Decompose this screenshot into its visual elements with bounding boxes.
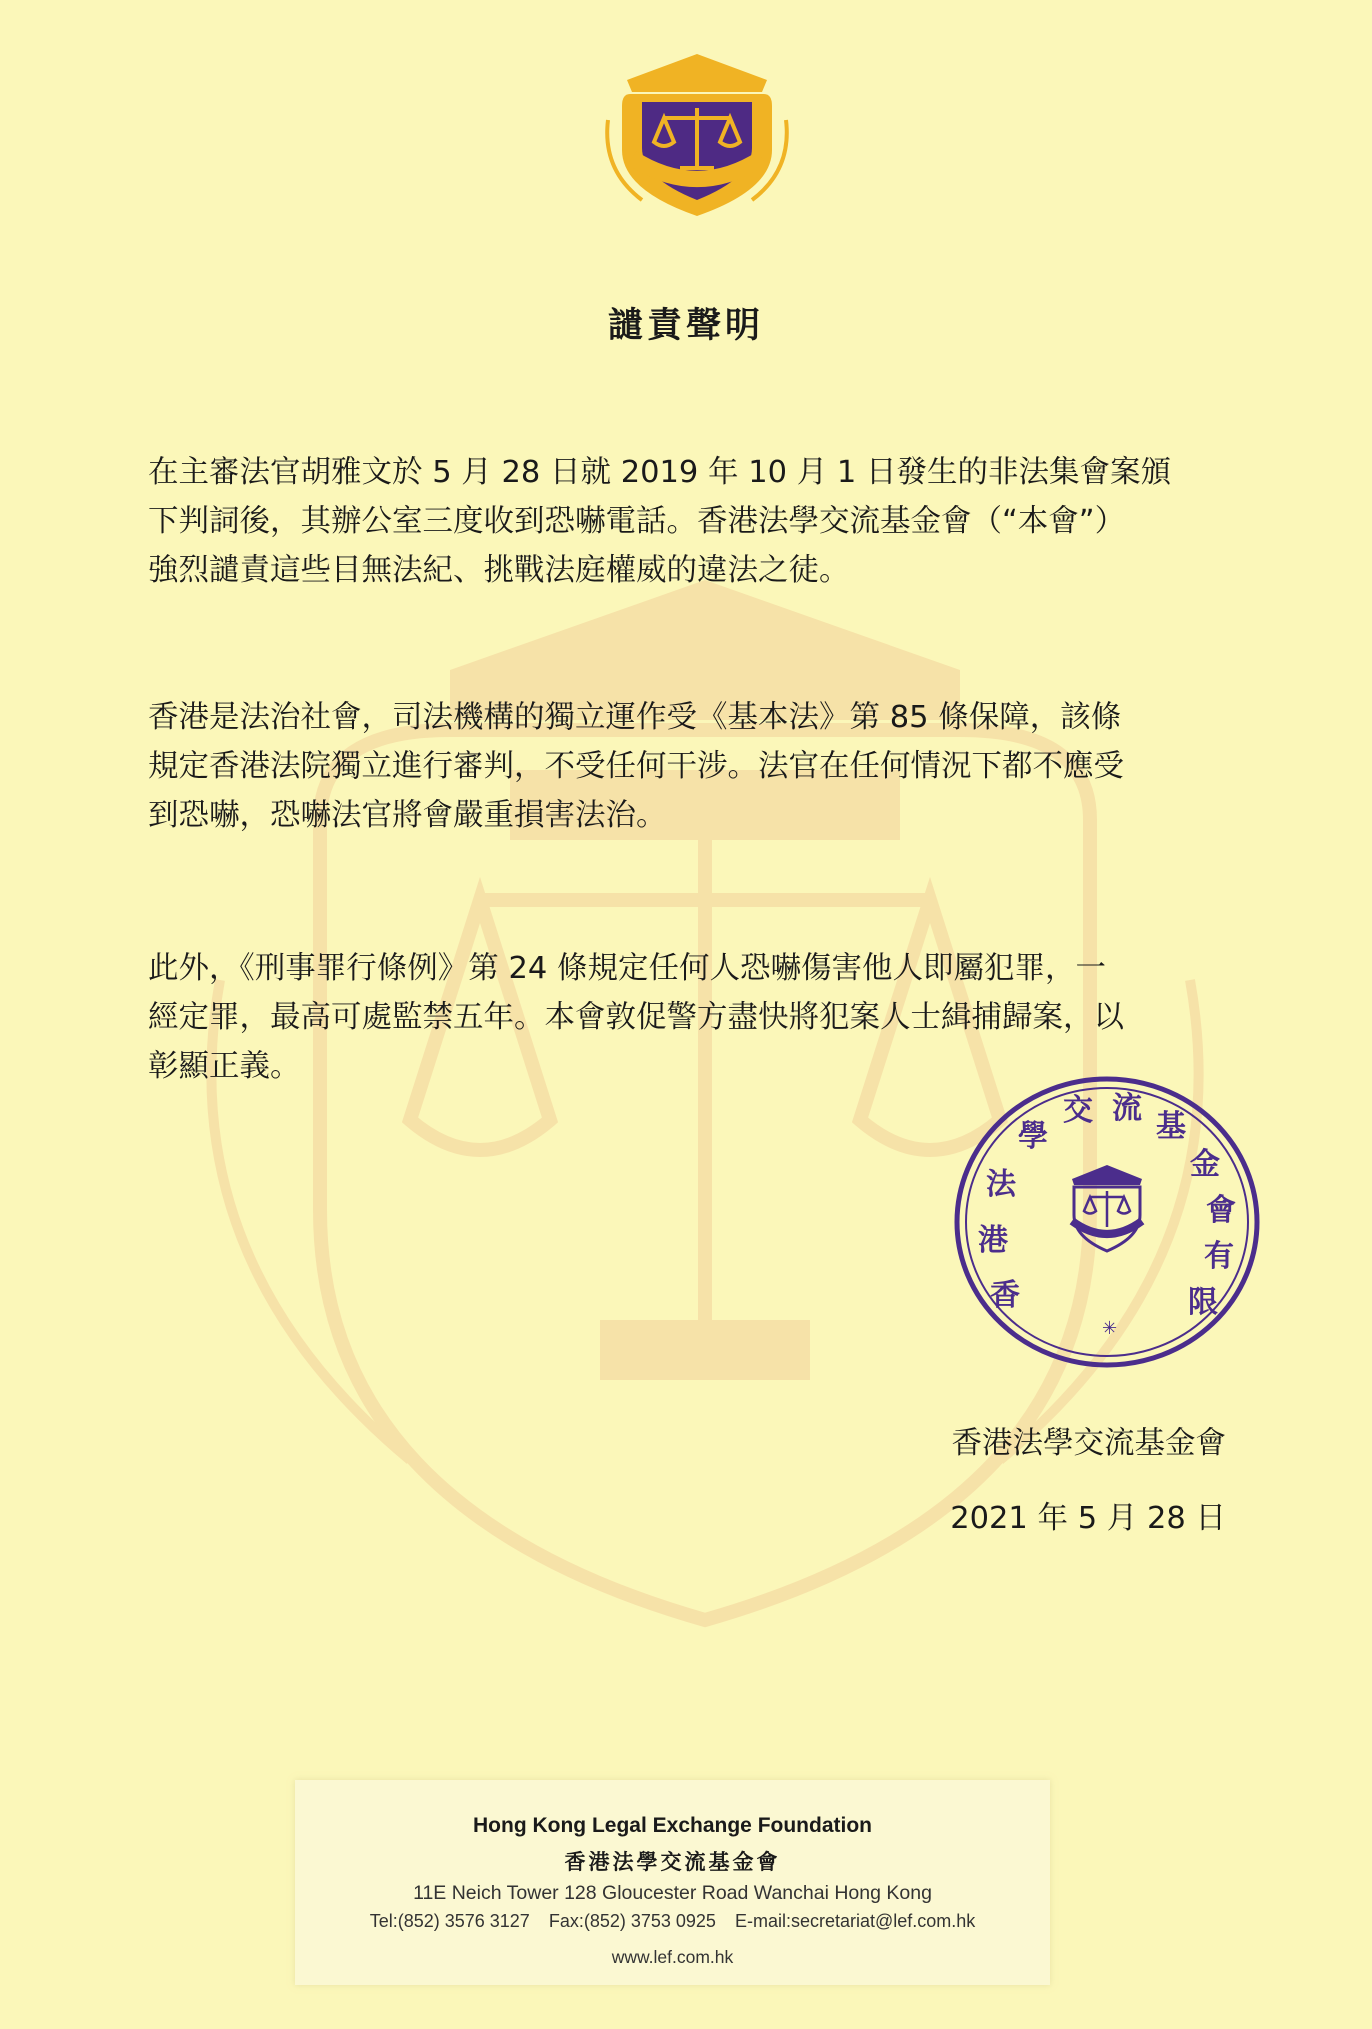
- letterhead-footer: [295, 1780, 1050, 1985]
- paragraph-3-line-3: 彰顯正義。: [148, 1049, 301, 1084]
- svg-text:會: 會: [1206, 1193, 1236, 1228]
- footer-address: 11E Neich Tower 128 Gloucester Road Wanchai Hong Kong: [413, 1882, 932, 1904]
- svg-text:學: 學: [1018, 1119, 1048, 1154]
- statement-title: 譴責聲明: [607, 306, 764, 346]
- svg-text:✳: ✳: [1102, 1318, 1118, 1339]
- svg-text:限: 限: [1188, 1285, 1218, 1320]
- svg-text:交: 交: [1063, 1093, 1093, 1128]
- svg-text:法: 法: [986, 1167, 1016, 1202]
- footer-fax: Fax:(852) 3753 0925: [548, 1911, 716, 1931]
- svg-text:基: 基: [1156, 1109, 1186, 1144]
- svg-text:有: 有: [1204, 1239, 1234, 1274]
- foundation-logo-icon: [602, 50, 792, 222]
- svg-text:金: 金: [1190, 1147, 1220, 1182]
- footer-contact: [295, 1911, 1050, 1932]
- paragraph-3-line-2: 經定罪，最高可處監禁五年。本會敦促警方盡快將犯案人士緝捕歸案，以: [148, 1000, 1124, 1035]
- paragraph-3: [148, 944, 1238, 1091]
- signature-name: 香港法學交流基金會: [951, 1426, 1226, 1461]
- company-seal-icon: [950, 1070, 1265, 1375]
- svg-text:流: 流: [1112, 1091, 1142, 1126]
- footer-name-zh: 香港法學交流基金會: [564, 1851, 781, 1874]
- paragraph-1-line-1: 在主審法官胡雅文於 5 月 28 日就 2019 年 10 月 1 日發生的非法集會案頒: [148, 455, 1171, 490]
- footer-tel: Tel:(852) 3576 3127: [369, 1911, 530, 1931]
- svg-text:港: 港: [978, 1223, 1008, 1258]
- footer-website-link[interactable]: www.lef.com.hk: [611, 1947, 734, 1967]
- svg-text:香: 香: [990, 1278, 1020, 1313]
- paragraph-2: [148, 693, 1238, 840]
- footer-name-en: Hong Kong Legal Exchange Foundation: [473, 1814, 872, 1837]
- paragraph-2-line-1: 香港是法治社會，司法機構的獨立運作受《基本法》第 85 條保障，該條: [148, 700, 1122, 735]
- paragraph-3-line-1: 此外，《刑事罪行條例》第 24 條規定任何人恐嚇傷害他人即屬犯罪，一: [148, 951, 1106, 986]
- paragraph-1-line-3: 強烈譴責這些目無法紀、挑戰法庭權威的違法之徒。: [148, 553, 850, 588]
- paragraph-1-line-2: 下判詞後，其辦公室三度收到恐嚇電話。香港法學交流基金會（“本會”）: [148, 504, 1126, 539]
- signature-date: 2021 年 5 月 28 日: [950, 1501, 1226, 1536]
- footer-email[interactable]: E-mail:secretariat@lef.com.hk: [734, 1911, 976, 1931]
- paragraph-2-line-3: 到恐嚇，恐嚇法官將會嚴重損害法治。: [148, 798, 667, 833]
- paragraph-1: [148, 448, 1238, 595]
- paragraph-2-line-2: 規定香港法院獨立進行審判，不受任何干涉。法官在任何情況下都不應受: [148, 749, 1124, 784]
